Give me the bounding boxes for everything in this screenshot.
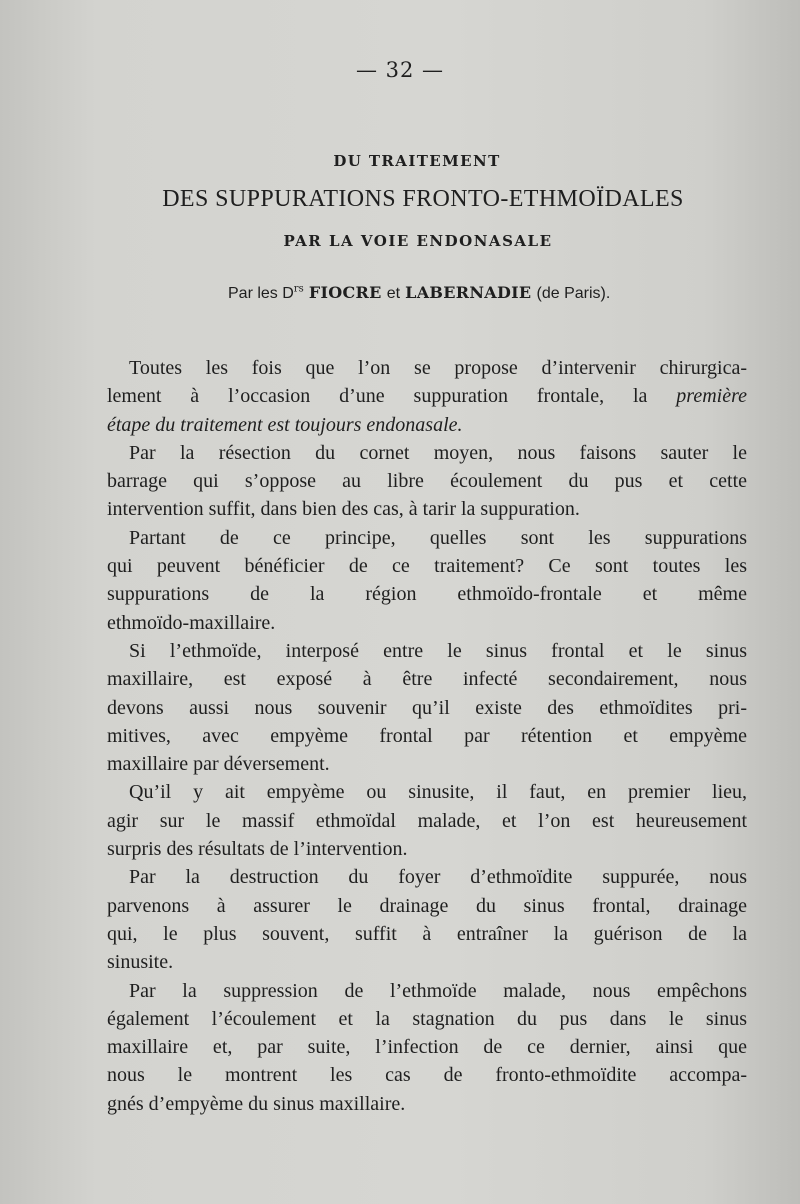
body-line: Si l’ethmoïde, interposé entre le sinus frontal et le sinus (129, 639, 747, 662)
body-line: suppurations de la région ethmoïdo-frontale et même (107, 583, 747, 606)
body-line: Par la résection du cornet moyen, nous faisons sauter le (129, 441, 747, 464)
author-byline (228, 283, 648, 303)
body-line-text: lement à l’occasion d’une suppuration frontale, la (107, 385, 648, 408)
body-line: Par la destruction du foyer d’ethmoïdite suppurée, nous (129, 866, 747, 889)
body-line: également l’écoulement et la stagnation du pus dans le sinus (107, 1007, 747, 1030)
section-kicker: DU TRAITEMENT (333, 152, 501, 170)
body-line: mitives, avec empyème frontal par rétention et empyème (107, 724, 747, 747)
body-line: agir sur le massif ethmoïdal malade, et l’on est heureusement (107, 809, 747, 832)
author-labernadie: LABERNADIE (405, 283, 532, 302)
byline-title-sup: rs (293, 283, 304, 295)
body-line: Partant de ce principe, quelles sont les suppurations (129, 526, 747, 549)
body-line: devons aussi nous souvenir qu’il existe des ethmoïdites pri- (107, 696, 747, 719)
page-number: — 32 — (355, 58, 445, 82)
byline-prefix: Par les D (228, 285, 294, 302)
italic-text: étape du traitement est toujours endonasale. (107, 413, 463, 436)
body-line-italic (107, 411, 747, 439)
body-line: gnés d’empyème du sinus maxillaire. (107, 1092, 406, 1115)
body-line: ethmoïdo-maxillaire. (107, 611, 276, 634)
body-line: qui, le plus souvent, suffit à entraîner la guérison de la (107, 922, 747, 945)
body-line: Toutes les fois que l’on se propose d’intervenir chirurgica- (129, 357, 747, 379)
article-subtitle: PAR LA VOIE ENDONASALE (283, 232, 553, 250)
byline-connector: et (386, 285, 401, 302)
body-line: maxillaire, est exposé à être infecté secondairement, nous (107, 668, 747, 691)
body-line: parvenons à assurer le drainage du sinus frontal, drainage (107, 894, 747, 917)
body-line (107, 382, 747, 410)
body-line: sinusite. (107, 951, 174, 974)
body-line: Par la suppression de l’ethmoïde malade, nous empêchons (129, 979, 747, 1002)
body-line: nous le montrent les cas de fronto-ethmoïdite accompa- (107, 1064, 747, 1087)
body-line: Qu’il y ait empyème ou sinusite, il faut, en premier lieu, (129, 781, 747, 804)
author-fiocre: FIOCRE (308, 283, 382, 302)
body-line: maxillaire par déversement. (107, 753, 330, 776)
article-title: DES SUPPURATIONS FRONTO-ETHMOÏDALES (162, 186, 684, 212)
body-line: intervention suffit, dans bien des cas, à tarir la suppuration. (107, 498, 580, 521)
byline-affiliation: (de Paris). (536, 285, 611, 302)
article-body (107, 354, 747, 1118)
body-line: barrage qui s’oppose au libre écoulement du pus et cette (107, 470, 747, 493)
body-line-italic: première (676, 385, 747, 408)
body-line: maxillaire et, par suite, l’infection de ce dernier, ainsi que (107, 1036, 747, 1059)
body-line: qui peuvent bénéficier de ce traitement? Ce sont toutes les (107, 555, 747, 578)
body-line: surpris des résultats de l’intervention. (107, 838, 408, 861)
